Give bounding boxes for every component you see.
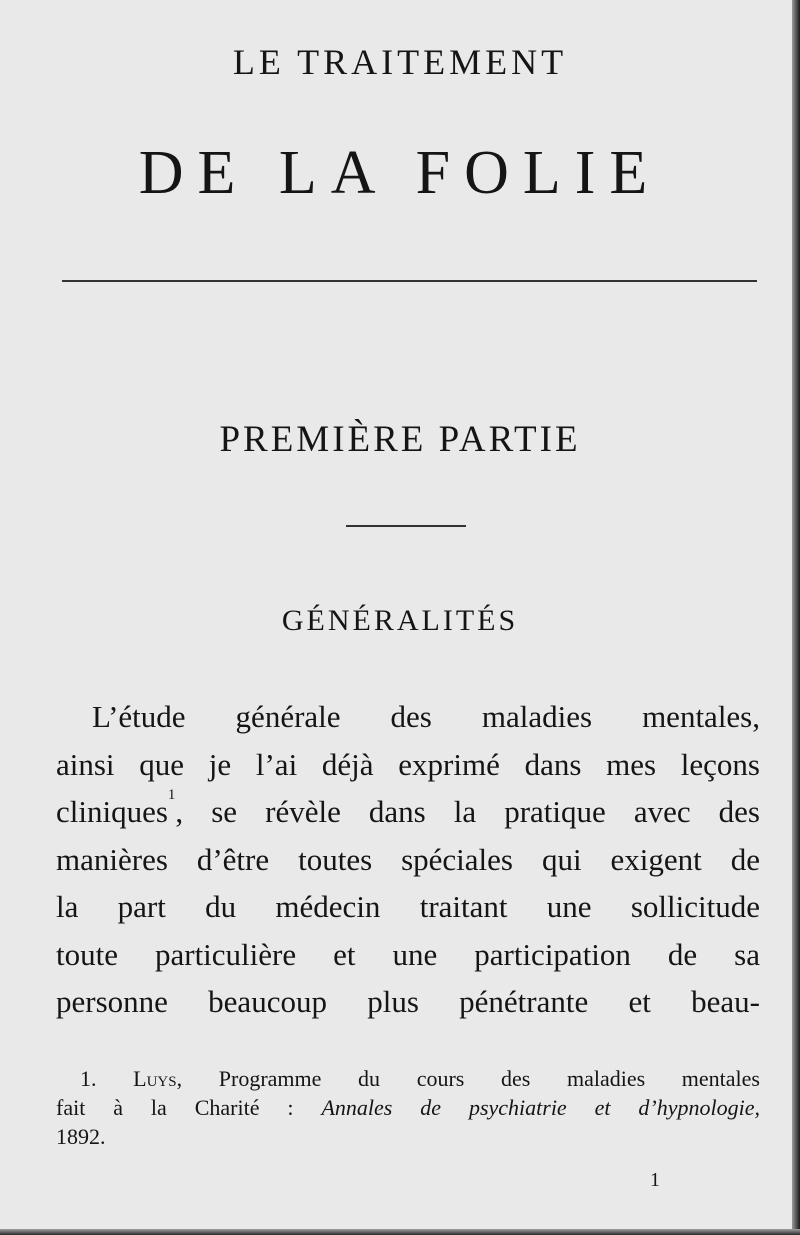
running-title: LE TRAITEMENT [232, 42, 568, 82]
footnote-author: Luys [133, 1066, 177, 1091]
title-rule [62, 280, 757, 282]
body-line-6: toute particulière et une participation de sa [56, 936, 760, 972]
footnote [56, 1064, 760, 1151]
body-line-4: manières d’être toutes spéciales qui exigent de [56, 841, 760, 877]
body-line-3-end: , se révèle dans la pratique avec des [175, 794, 760, 829]
footnote-number: 1. [80, 1066, 97, 1091]
footnote-text-1: , Programme du cours des maladies mentales [176, 1066, 760, 1091]
body-line-7: personne beaucoup plus pénétrante et beau- [56, 984, 760, 1019]
body-line-5: la part du médecin traitant une sollicitude [56, 889, 760, 924]
footnote-line-1 [56, 1064, 760, 1093]
scan-edge-bottom [0, 1229, 800, 1235]
page-number: 1 [650, 1169, 660, 1191]
part-rule [346, 525, 466, 527]
footnote-line-2 [56, 1093, 760, 1122]
section-title: GÉNÉRALITÉS [281, 604, 519, 637]
footnote-text-2: fait à la Charité : [56, 1095, 322, 1120]
footnote-year: 1892. [56, 1124, 106, 1149]
body-paragraph [56, 693, 760, 1026]
body-line-2: ainsi que je l’ai déjà exprimé dans mes leçons [56, 746, 760, 782]
body-line-3-start: cliniques [56, 794, 168, 829]
main-title: DE LA FOLIE [138, 139, 662, 207]
body-line-1: L’étude générale des maladies mentales, [92, 699, 760, 734]
body-line-3 [56, 788, 760, 836]
part-title: PREMIÈRE PARTIE [219, 419, 581, 460]
footnote-marker[interactable]: 1 [167, 787, 176, 803]
footnote-journal: Annales de psychiatrie et d’hypnologie, [321, 1095, 761, 1120]
